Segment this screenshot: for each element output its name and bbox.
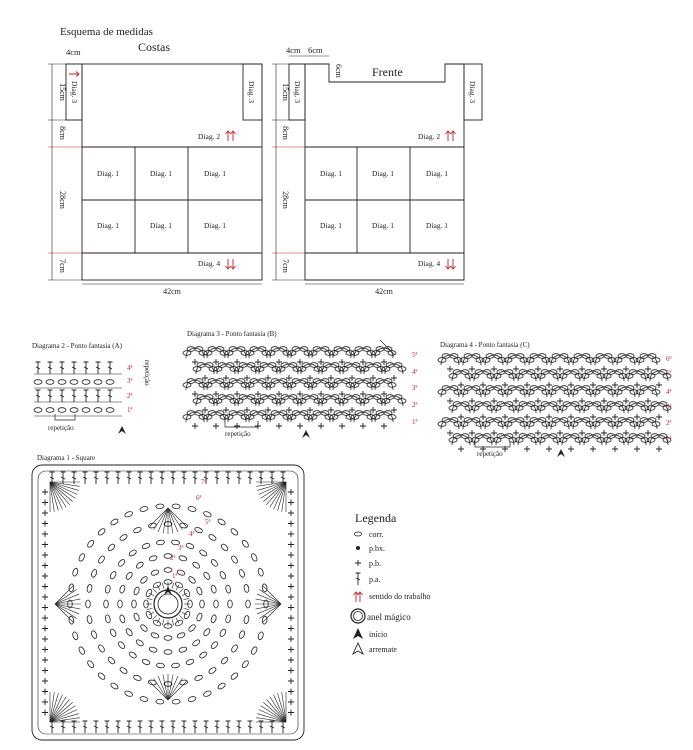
- legend-label: corr.: [369, 530, 384, 539]
- back-height-28: 28cm: [58, 191, 67, 209]
- front-bottom-width: 42cm: [375, 287, 393, 296]
- double-crochet-icon: [356, 573, 361, 585]
- back-diag1-cell: Diag. 1: [149, 169, 173, 178]
- front-top-width-mid: 6cm: [308, 45, 323, 55]
- diagram1-round-label: 7ª: [201, 478, 207, 486]
- diagram1-round-label: 4ª: [189, 530, 195, 538]
- legend-label: p.a.: [369, 575, 381, 584]
- diagram4-title: Diagrama 4 - Ponto fantasia (C): [440, 341, 530, 349]
- diagram4-row-label: 6ª: [666, 355, 672, 363]
- work-direction-arrows-icon: [354, 592, 363, 602]
- front-diag1-cell: Diag. 1: [319, 169, 343, 178]
- diagram4-pattern: [438, 341, 672, 458]
- back-diag1-cell: Diag. 1: [96, 221, 120, 230]
- legend-label: arremate: [369, 645, 397, 654]
- diagram2-row-label: 2ª: [127, 392, 133, 400]
- diagram4-row-label: 4ª: [666, 388, 672, 396]
- back-diag1-cell: Diag. 1: [96, 169, 120, 178]
- diagram3-row-label: 1ª: [412, 418, 418, 426]
- diagram1-round-label: 5ª: [205, 518, 211, 526]
- slip-stitch-dot-icon: [356, 546, 360, 550]
- diagram2-start-arrow-icon: [118, 426, 126, 434]
- diagram1-round-label: 1ª: [172, 572, 178, 580]
- diagram3-row-label: 5ª: [412, 351, 418, 359]
- back-height-15: 15cm: [58, 83, 67, 101]
- diagram1-square: [32, 454, 304, 740]
- back-diag1-cell: Diag. 1: [203, 221, 227, 230]
- diagram1-round-label: 6ª: [196, 494, 202, 502]
- back-bottom-width: 42cm: [163, 287, 181, 296]
- back-piece: [48, 40, 262, 296]
- diagram2-row-label: 4ª: [127, 364, 133, 372]
- back-diag3-right: Diag. 3: [247, 80, 256, 104]
- diagram3-title: Diagrama 3 - Ponto fantasia (B): [187, 330, 277, 338]
- front-height-8: 8cm: [281, 126, 290, 140]
- back-height-7: 7cm: [58, 259, 67, 273]
- front-height-15: 15cm: [281, 83, 290, 101]
- diagram2-bottom-repeat: repetição: [48, 424, 74, 432]
- front-diag1-cell: Diag. 1: [425, 169, 449, 178]
- front-diag1-cell: Diag. 1: [319, 221, 343, 230]
- diagram4-start-arrow-icon: [557, 449, 565, 457]
- back-diag2: Diag. 2: [198, 132, 221, 141]
- back-height-8: 8cm: [58, 126, 67, 140]
- diagram3-pattern: [183, 330, 418, 438]
- diagram2-side-repeat: repetição: [143, 360, 151, 386]
- legend-label: início: [369, 630, 388, 639]
- legend: [351, 511, 430, 654]
- diagram2-title: Diagrama 2 - Ponto fantasia (A): [32, 342, 122, 350]
- diagram4-row-label: 3ª: [666, 403, 672, 411]
- diagram2-row-label: 3ª: [127, 377, 133, 385]
- front-height-7: 7cm: [281, 259, 290, 273]
- diagram1-title: Diagrama 1 - Square: [37, 454, 96, 462]
- front-diag3-right: Diag. 3: [468, 80, 477, 104]
- diagram2-row-label: 1ª: [127, 406, 133, 414]
- diagram2-pattern: [32, 342, 151, 434]
- finish-arrow-icon: [353, 643, 363, 654]
- front-diag1-cell: Diag. 1: [371, 221, 395, 230]
- diagram3-start-arrow-icon: [302, 430, 310, 438]
- diagram4-row-label: 5ª: [666, 369, 672, 377]
- diagram4-row-label: 2ª: [666, 419, 672, 427]
- diagram1-round-label: 3ª: [178, 544, 184, 552]
- diagram1-round-label: 2ª: [170, 554, 176, 562]
- diagram4-bottom-repeat: repetição: [477, 450, 503, 458]
- front-neck-depth: 6cm: [334, 64, 343, 78]
- back-top-width: 4cm: [66, 47, 81, 57]
- diagram4-row-label: 1ª: [666, 435, 672, 443]
- front-diag1-cell: Diag. 1: [371, 169, 395, 178]
- front-piece: [272, 45, 482, 296]
- diagram3-bottom-repeat: repetição: [225, 430, 251, 438]
- legend-label: anel mágico: [367, 612, 411, 622]
- single-crochet-plus-icon: [355, 560, 361, 566]
- front-diag4: Diag. 4: [418, 259, 441, 268]
- back-title: Costas: [138, 40, 171, 54]
- legend-label: p.b.: [369, 559, 381, 568]
- diagram3-row-label: 3ª: [412, 384, 418, 392]
- chain-oval-icon: [355, 532, 362, 536]
- magic-ring-icon: [351, 609, 365, 623]
- legend-label: sentido do trabalho: [369, 592, 431, 601]
- front-title: Frente: [372, 65, 403, 79]
- legend-title: Legenda: [355, 511, 397, 525]
- back-diag1-cell: Diag. 1: [203, 169, 227, 178]
- back-diag4: Diag. 4: [198, 259, 221, 268]
- diagram3-row-label: 4ª: [412, 368, 418, 376]
- start-arrow-icon: [353, 628, 363, 639]
- front-height-28: 28cm: [281, 191, 290, 209]
- front-diag1-cell: Diag. 1: [425, 221, 449, 230]
- schema-title: Esquema de medidas: [60, 26, 153, 38]
- front-diag2: Diag. 2: [418, 132, 441, 141]
- front-diag3-left: Diag. 3: [293, 80, 302, 104]
- front-top-width-left: 4cm: [286, 45, 301, 55]
- legend-label: p.bx.: [369, 544, 385, 553]
- back-diag1-cell: Diag. 1: [149, 221, 173, 230]
- diagram3-row-label: 2ª: [412, 401, 418, 409]
- back-diag3-left: Diag. 3: [70, 80, 79, 104]
